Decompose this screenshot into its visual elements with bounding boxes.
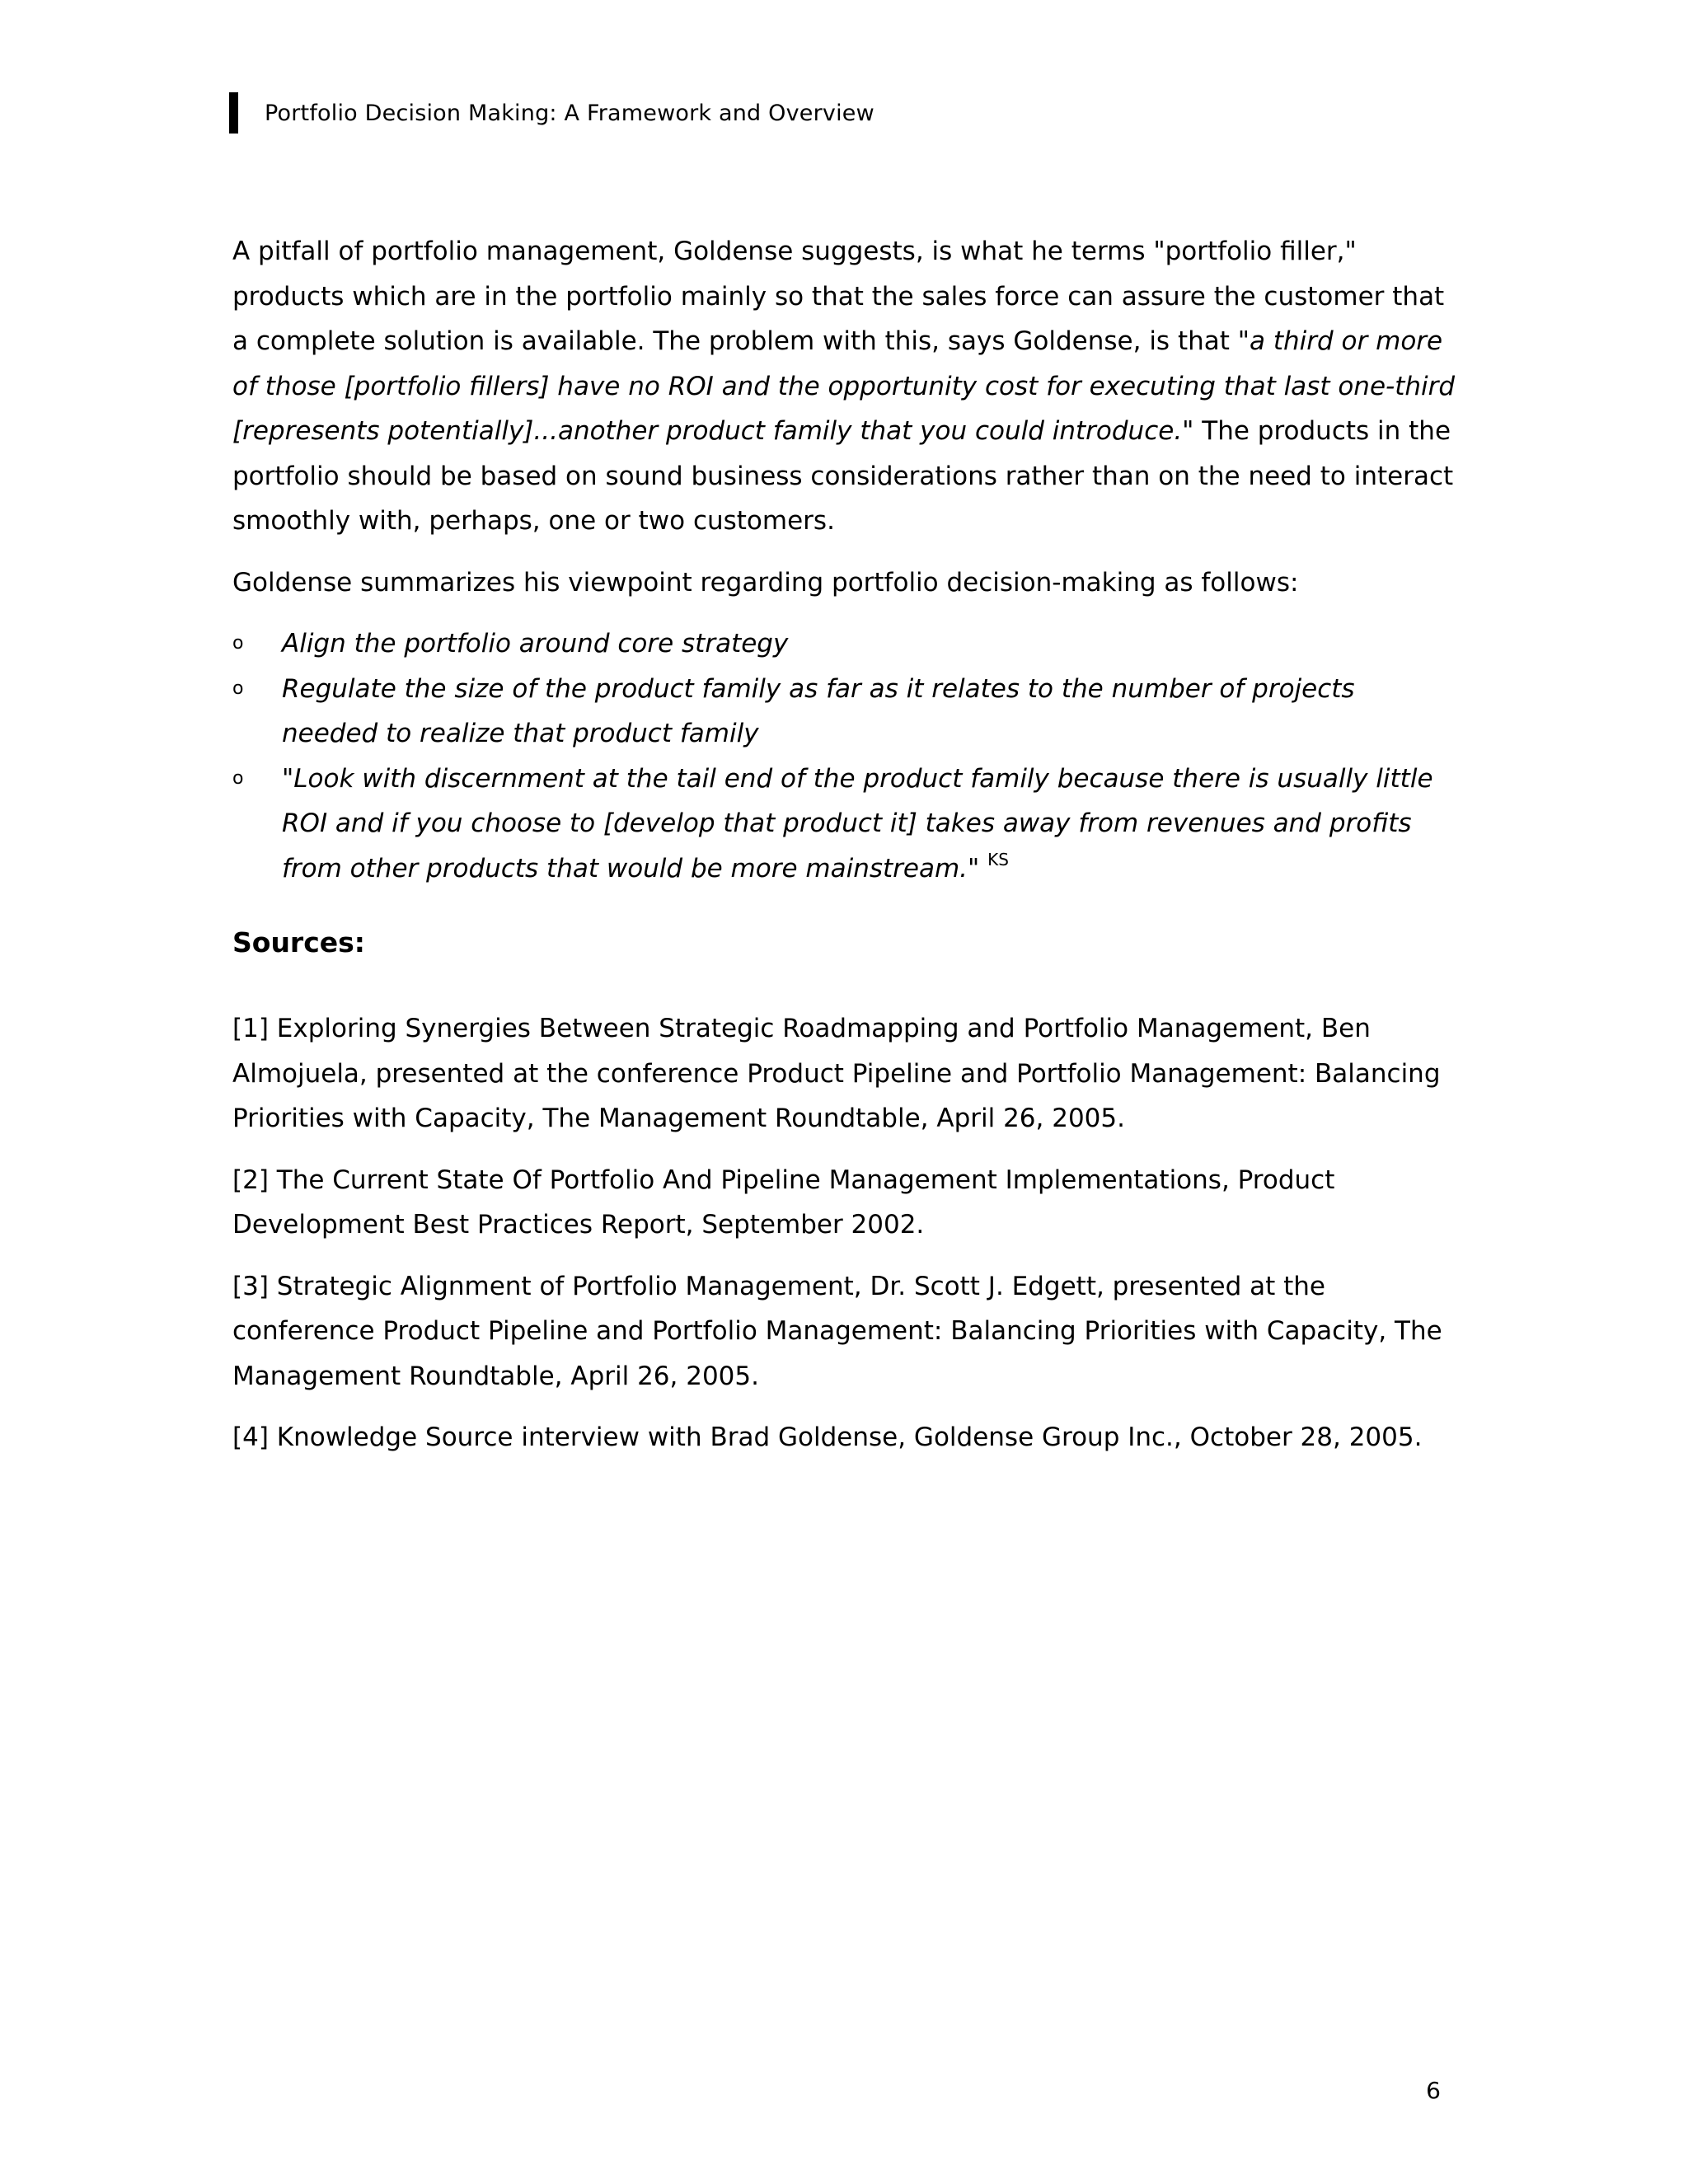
header-accent-bar <box>229 92 238 134</box>
list-item-text: Regulate the size of the product family as far as it relates to the number of projects needed to realize that product family <box>282 673 1355 748</box>
paragraph-summary-intro: Goldense summarizes his viewpoint regarding portfolio decision-making as follows: <box>232 567 1299 598</box>
source-superscript: KS <box>987 849 1009 869</box>
list-item <box>232 621 1456 667</box>
page-number: 6 <box>1426 2077 1441 2104</box>
source-entry-2: [2] The Current State Of Portfolio And Pipeline Management Implementations, Product Development Best Practices Report, September 2002. <box>232 1165 1335 1240</box>
list-item <box>232 667 1456 757</box>
page-header <box>229 92 874 134</box>
list-item-text: Align the portfolio around core strategy <box>282 629 789 658</box>
source-entry-4: [4] Knowledge Source interview with Brad Goldense, Goldense Group Inc., October 28, 2005. <box>232 1422 1423 1452</box>
viewpoint-list <box>232 621 1456 891</box>
document-body <box>232 229 1456 1477</box>
list-item-text: "Look with discernment at the tail end of the product family because there is usually little ROI and if you choose to [develop that product it] takes away from revenues and profits from other products that would be more mainstream." <box>282 763 1433 883</box>
paragraph-text-a: A pitfall of portfolio management, Goldense suggests, is what he terms "portfolio filler," products which are in the portfolio mainly so that the sales force can assure the customer that a complete solution is available. The problem with this, says Goldense, is that <box>232 237 1445 356</box>
header-title: Portfolio Decision Making: A Framework and Overview <box>265 100 874 126</box>
source-entry-3: [3] Strategic Alignment of Portfolio Management, Dr. Scott J. Edgett, presented at the conference Product Pipeline and Portfolio Management: Balancing Priorities with Capacity, The Management Roundtable, April 26, 2005. <box>232 1271 1442 1391</box>
source-entry-1: [1] Exploring Synergies Between Strategic Roadmapping and Portfolio Management, Ben Almojuela, presented at the conference Product Pipeline and Portfolio Management: Balancing Priorities with Capacity, The Management Roundtable, April 26, 2005. <box>232 1014 1441 1133</box>
bullet-marker: o <box>232 677 244 699</box>
bullet-marker: o <box>232 633 244 654</box>
paragraph-portfolio-filler <box>232 229 1456 544</box>
bullet-marker: o <box>232 767 244 789</box>
list-item <box>232 757 1456 892</box>
goldense-quote: "a third or more of those [portfolio fillers] have no ROI and the opportunity cost for executing that last one-third [represents potentially]...another product family that you could introduce." <box>232 326 1456 446</box>
sources-heading: Sources: <box>232 926 365 958</box>
paragraph-text-b: The products in the portfolio should be based on sound business considerations rather than on the need to interact smoothly with, perhaps, one or two customers. <box>232 416 1454 536</box>
